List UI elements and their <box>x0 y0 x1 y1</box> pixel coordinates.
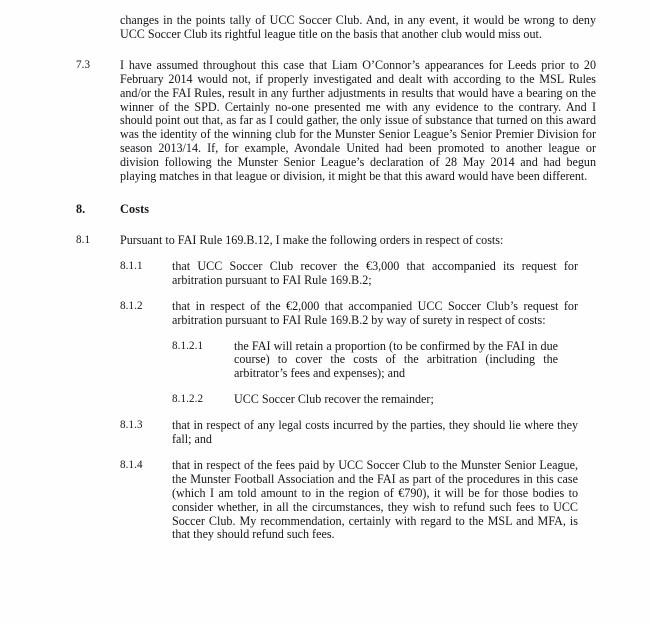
list-item-8-1-2-1 <box>76 340 600 382</box>
continuation-paragraph <box>76 14 600 42</box>
spacer <box>76 288 600 300</box>
list-item-8-1-2-1-number: 8.1.2.1 <box>172 339 204 352</box>
spacer <box>76 216 600 234</box>
list-item-8-1-2-number: 8.1.2 <box>120 299 143 312</box>
paragraph-7-3-number: 7.3 <box>76 58 91 71</box>
list-item-8-1-2-2-text: UCC Soccer Club recover the remainder; <box>234 392 434 407</box>
spacer <box>76 328 600 340</box>
continuation-paragraph-text: changes in the points tally of UCC Soccer Club. And, in any event, it would be wrong to deny UCC Soccer Club its rightful league title on the basis that another club would miss out. <box>120 13 596 41</box>
spacer <box>76 184 600 202</box>
list-item-8-1-2-text: that in respect of the €2,000 that accompanied UCC Soccer Club’s request for arbitration pursuant to FAI Rule 169.B.2 by way of surety in respect of costs: <box>172 298 578 327</box>
section-number: 8. <box>76 201 86 216</box>
list-item-8-1-4-number: 8.1.4 <box>120 458 143 471</box>
list-item-8-1-2-1-text: the FAI will retain a proportion (to be confirmed by the FAI in due course) to cover the costs of the arbitration (including the arbitrator’s fees and expenses); and <box>234 338 558 381</box>
section-heading-costs <box>76 202 600 216</box>
list-item-8-1-1 <box>76 260 600 288</box>
section-title: Costs <box>120 201 150 216</box>
spacer <box>76 42 600 59</box>
list-item-8-1-2-2 <box>76 393 600 407</box>
list-item-8-1-3 <box>76 419 600 447</box>
list-item-8-1-3-text: that in respect of any legal costs incurred by the parties, they should lie where they fall; and <box>172 418 578 447</box>
list-item-8-1-4 <box>76 459 600 542</box>
list-item-8-1-1-number: 8.1.1 <box>120 259 143 272</box>
list-item-8-1-1-text: that UCC Soccer Club recover the €3,000 that accompanied its request for arbitration pursuant to FAI Rule 169.B.2; <box>172 258 578 287</box>
list-item-8-1-4-text: that in respect of the fees paid by UCC Soccer Club to the Munster Senior League, the Munster Football Association and the FAI as part of the procedures in this case (which I am told amount to in the region of €790), it will be for those bodies to consider whether, in all the circumstances, they wish to refund such fees to UCC Soccer Club. My recommendation, certainly with regard to the MSL and MFA, is that they should refund such fees. <box>172 457 578 542</box>
paragraph-7-3 <box>76 59 600 184</box>
paragraph-8-1-number: 8.1 <box>76 233 91 246</box>
paragraph-8-1 <box>76 234 600 248</box>
list-item-8-1-2 <box>76 300 600 328</box>
list-item-8-1-2-2-number: 8.1.2.2 <box>172 393 204 406</box>
paragraph-8-1-text: Pursuant to FAI Rule 169.B.12, I make the following orders in respect of costs: <box>120 232 504 247</box>
list-item-8-1-3-number: 8.1.3 <box>120 419 143 432</box>
paragraph-7-3-text: I have assumed throughout this case that Liam O’Connor’s appearances for Leeds prior to 20 February 2014 would not, if properly investigated and dealt with according to the MSL Rules and/or the FAI Rules, result in any further adjustments in results that would have a bearing on the winner of the SPD. Certainly no-one presented me with any evidence to the contrary. And I should point out that, as far as I could gather, the only issue of substance that turned on this award was the identity of the winning club for the Munster Senior League’s Senior Premier Division for season 2013/14. If, for example, Avondale United had been promoted to another league or division following the Munster Senior League’s declaration of 28 May 2014 and had begun playing matches in that league or division, it might be that this award would have been different. <box>120 57 596 184</box>
